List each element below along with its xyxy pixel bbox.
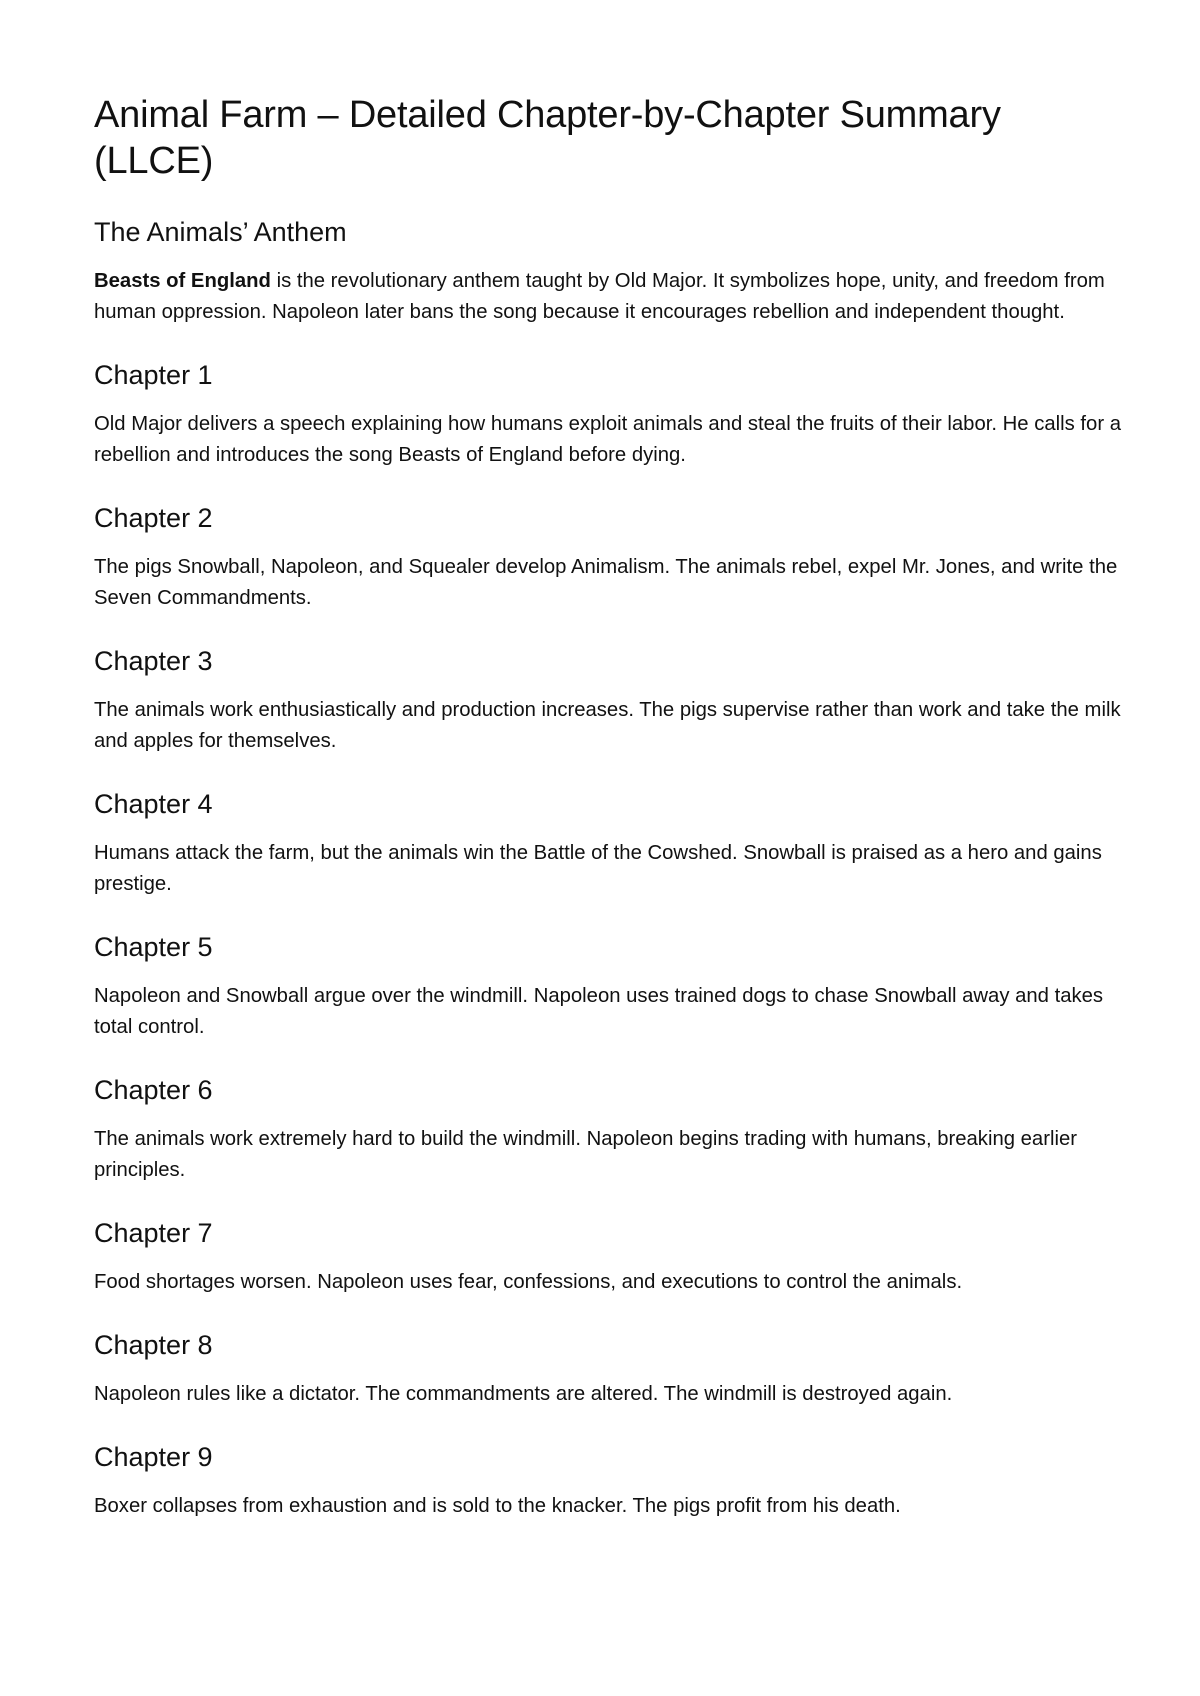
anthem-heading: The Animals’ Anthem (94, 217, 347, 247)
chapter-7-heading: Chapter 7 (94, 1218, 213, 1248)
chapter-6-section (94, 1073, 1124, 1186)
chapter-9-section (94, 1440, 1124, 1522)
chapter-9-heading: Chapter 9 (94, 1442, 213, 1472)
chapter-1-heading: Chapter 1 (94, 360, 213, 390)
document-page (94, 92, 1124, 1552)
chapter-1-summary: Old Major delivers a speech explaining how humans exploit animals and steal the fruits of their labor. He calls for a rebellion and introduces the song Beasts of England before dying. (94, 413, 1121, 466)
chapter-8-section (94, 1328, 1124, 1410)
chapter-6-heading: Chapter 6 (94, 1075, 213, 1105)
chapter-2-section (94, 501, 1124, 614)
anthem-text: is the revolutionary anthem taught by Old Major. It symbolizes hope, unity, and freedom from human oppression. Napoleon later bans the song because it encourages rebellion and independent thought. (94, 270, 1105, 323)
anthem-paragraph (94, 266, 1124, 328)
chapter-3-heading: Chapter 3 (94, 646, 213, 676)
chapter-3-section (94, 644, 1124, 757)
chapter-4-section (94, 787, 1124, 900)
chapter-7-section (94, 1216, 1124, 1298)
chapter-2-summary: The pigs Snowball, Napoleon, and Squealer develop Animalism. The animals rebel, expel Mr. Jones, and write the Seven Commandments. (94, 556, 1118, 609)
chapter-8-heading: Chapter 8 (94, 1330, 213, 1360)
chapter-1-section (94, 358, 1124, 471)
chapter-3-summary: The animals work enthusiastically and production increases. The pigs supervise rather than work and take the milk and apples for themselves. (94, 699, 1121, 752)
anthem-section (94, 215, 1124, 328)
chapter-5-section (94, 930, 1124, 1043)
chapter-6-summary: The animals work extremely hard to build the windmill. Napoleon begins trading with humans, breaking earlier principles. (94, 1128, 1078, 1181)
chapter-5-heading: Chapter 5 (94, 932, 213, 962)
document-title: Animal Farm – Detailed Chapter-by-Chapter Summary (LLCE) (94, 94, 1001, 182)
chapter-4-summary: Humans attack the farm, but the animals win the Battle of the Cowshed. Snowball is praised as a hero and gains prestige. (94, 842, 1102, 895)
anthem-bold-term: Beasts of England (94, 270, 271, 292)
chapter-9-summary: Boxer collapses from exhaustion and is sold to the knacker. The pigs profit from his death. (94, 1495, 901, 1517)
chapter-8-summary: Napoleon rules like a dictator. The commandments are altered. The windmill is destroyed again. (94, 1383, 953, 1405)
chapter-2-heading: Chapter 2 (94, 503, 213, 533)
chapter-5-summary: Napoleon and Snowball argue over the windmill. Napoleon uses trained dogs to chase Snowball away and takes total control. (94, 985, 1104, 1038)
chapter-7-summary: Food shortages worsen. Napoleon uses fear, confessions, and executions to control the animals. (94, 1271, 963, 1293)
chapter-4-heading: Chapter 4 (94, 789, 213, 819)
